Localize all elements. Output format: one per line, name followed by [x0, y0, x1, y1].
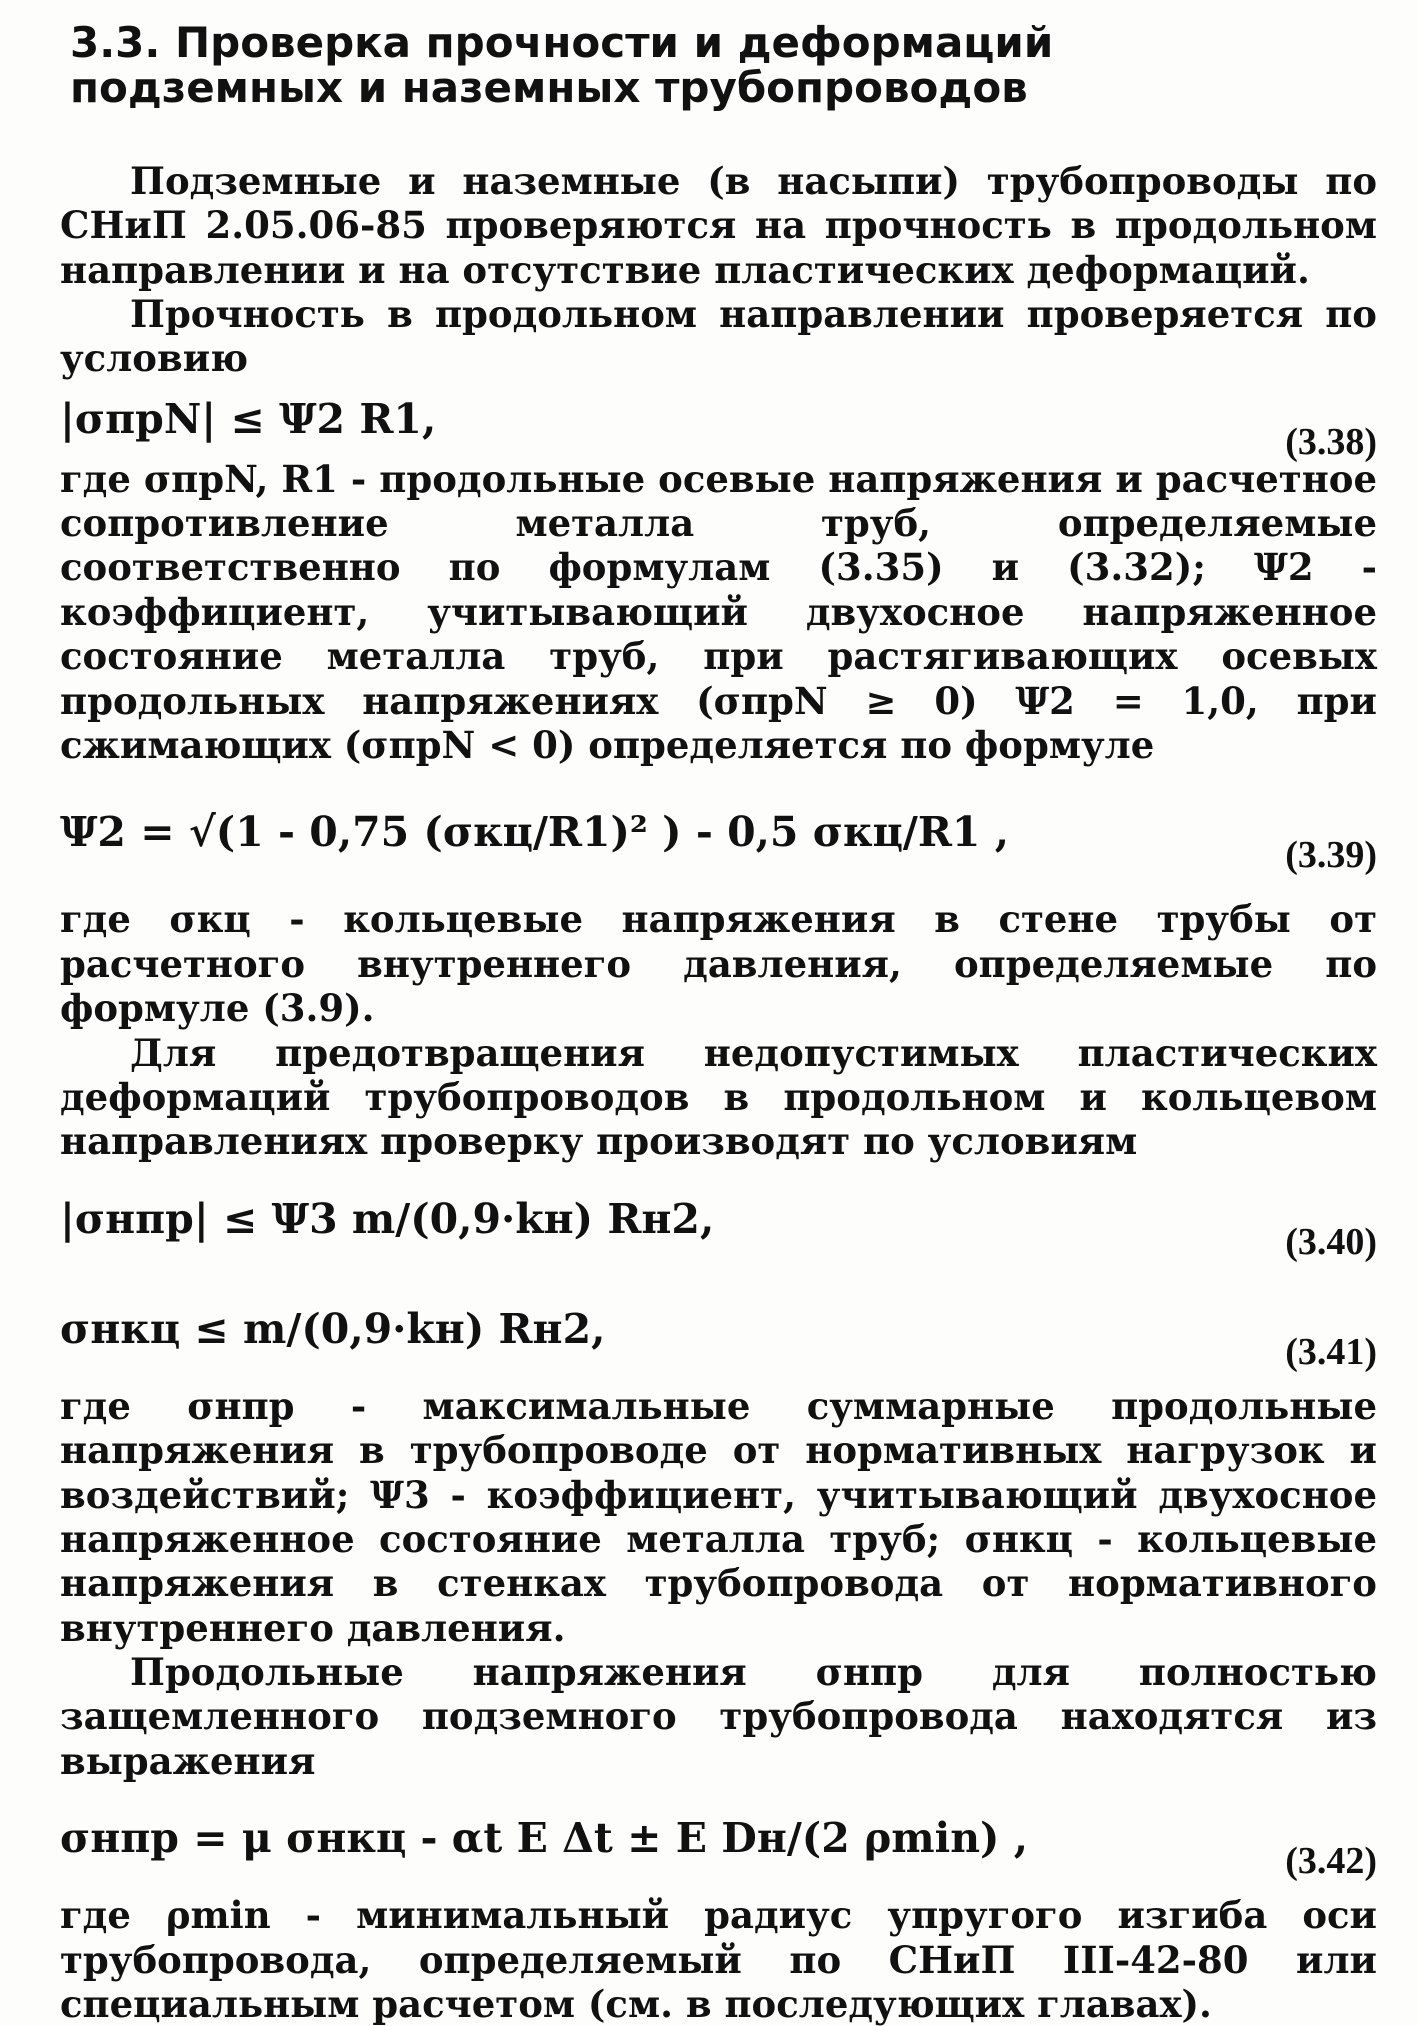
formula-3-39-expr: Ψ2 = √(1 - 0,75 (σкц/R1)² ) - 0,5 σкц/R1 , — [60, 808, 1009, 857]
paragraph-1: Подземные и наземные (в насыпи) трубопроводы по СНиП 2.05.06-85 проверяются на прочность в продольном направлении и на отсутствие пластических деформаций. — [60, 158, 1377, 292]
formula-3-39-number: (3.39) — [1285, 834, 1377, 877]
formula-3-40-number: (3.40) — [1285, 1220, 1377, 1263]
section-heading: 3.3. Проверка прочности и деформаций подземных и наземных трубопроводов — [70, 18, 1054, 113]
formula-3-38-number: (3.38) — [1285, 420, 1377, 463]
paragraph-5: Для предотвращения недопустимых пластических деформаций трубопроводов в продольном и кольцевом направлениях проверку производят по условиям — [60, 1030, 1377, 1164]
paragraph-8: где ρmin - минимальный радиус упругого изгиба оси трубопровода, определяемый по СНиП III-42-80 или специальным расчетом (см. в последующих главах). — [60, 1893, 1377, 2026]
formula-3-40 — [60, 1164, 1377, 1274]
formula-3-39 — [60, 767, 1377, 897]
formula-3-41-number: (3.41) — [1285, 1330, 1377, 1373]
paragraph-2: Прочность в продольном направлении проверяется по условию — [60, 291, 1377, 381]
formula-3-41-expr: σнкц ≤ m/(0,9·kн) Rн2, — [60, 1304, 606, 1353]
formula-3-40-expr: |σнпр| ≤ Ψ3 m/(0,9·kн) Rн2, — [60, 1194, 715, 1243]
paragraph-4: где σкц - кольцевые напряжения в стене трубы от расчетного внутреннего давления, определяемые по формуле (3.9). — [60, 897, 1377, 1031]
formula-3-42 — [60, 1783, 1377, 1893]
paragraph-7: Продольные напряжения σнпр для полностью защемленного подземного трубопровода находятся из выражения — [60, 1650, 1377, 1783]
formula-3-41 — [60, 1274, 1377, 1384]
paragraph-3: где σпрN, R1 - продольные осевые напряжения и расчетное сопротивление металла труб, определяемые соответственно по формулам (3.35) и (3.32); Ψ2 - коэффициент, учитывающий двухосное напряженное состояние металла труб, при растягивающих осевых продольных напряжениях (σпрN ≥ 0) Ψ2 = 1,0, при сжимающих (σпрN < 0) определяется по формуле — [60, 456, 1377, 768]
formula-3-42-expr: σнпр = μ σнкц - αt E Δt ± E Dн/(2 ρmin) , — [60, 1814, 1028, 1863]
formula-3-42-number: (3.42) — [1285, 1840, 1377, 1883]
paragraph-6: где σнпр - максимальные суммарные продольные напряжения в трубопроводе от нормативных нагрузок и воздействий; Ψ3 - коэффициент, учитывающий двухосное напряженное состояние металла труб; σнкц - кольцевые напряжения в стенках трубопровода от нормативного внутреннего давления. — [60, 1383, 1377, 1650]
formula-3-38-expr: |σпрN| ≤ Ψ2 R1, — [60, 394, 437, 443]
formula-3-38 — [60, 381, 1377, 463]
